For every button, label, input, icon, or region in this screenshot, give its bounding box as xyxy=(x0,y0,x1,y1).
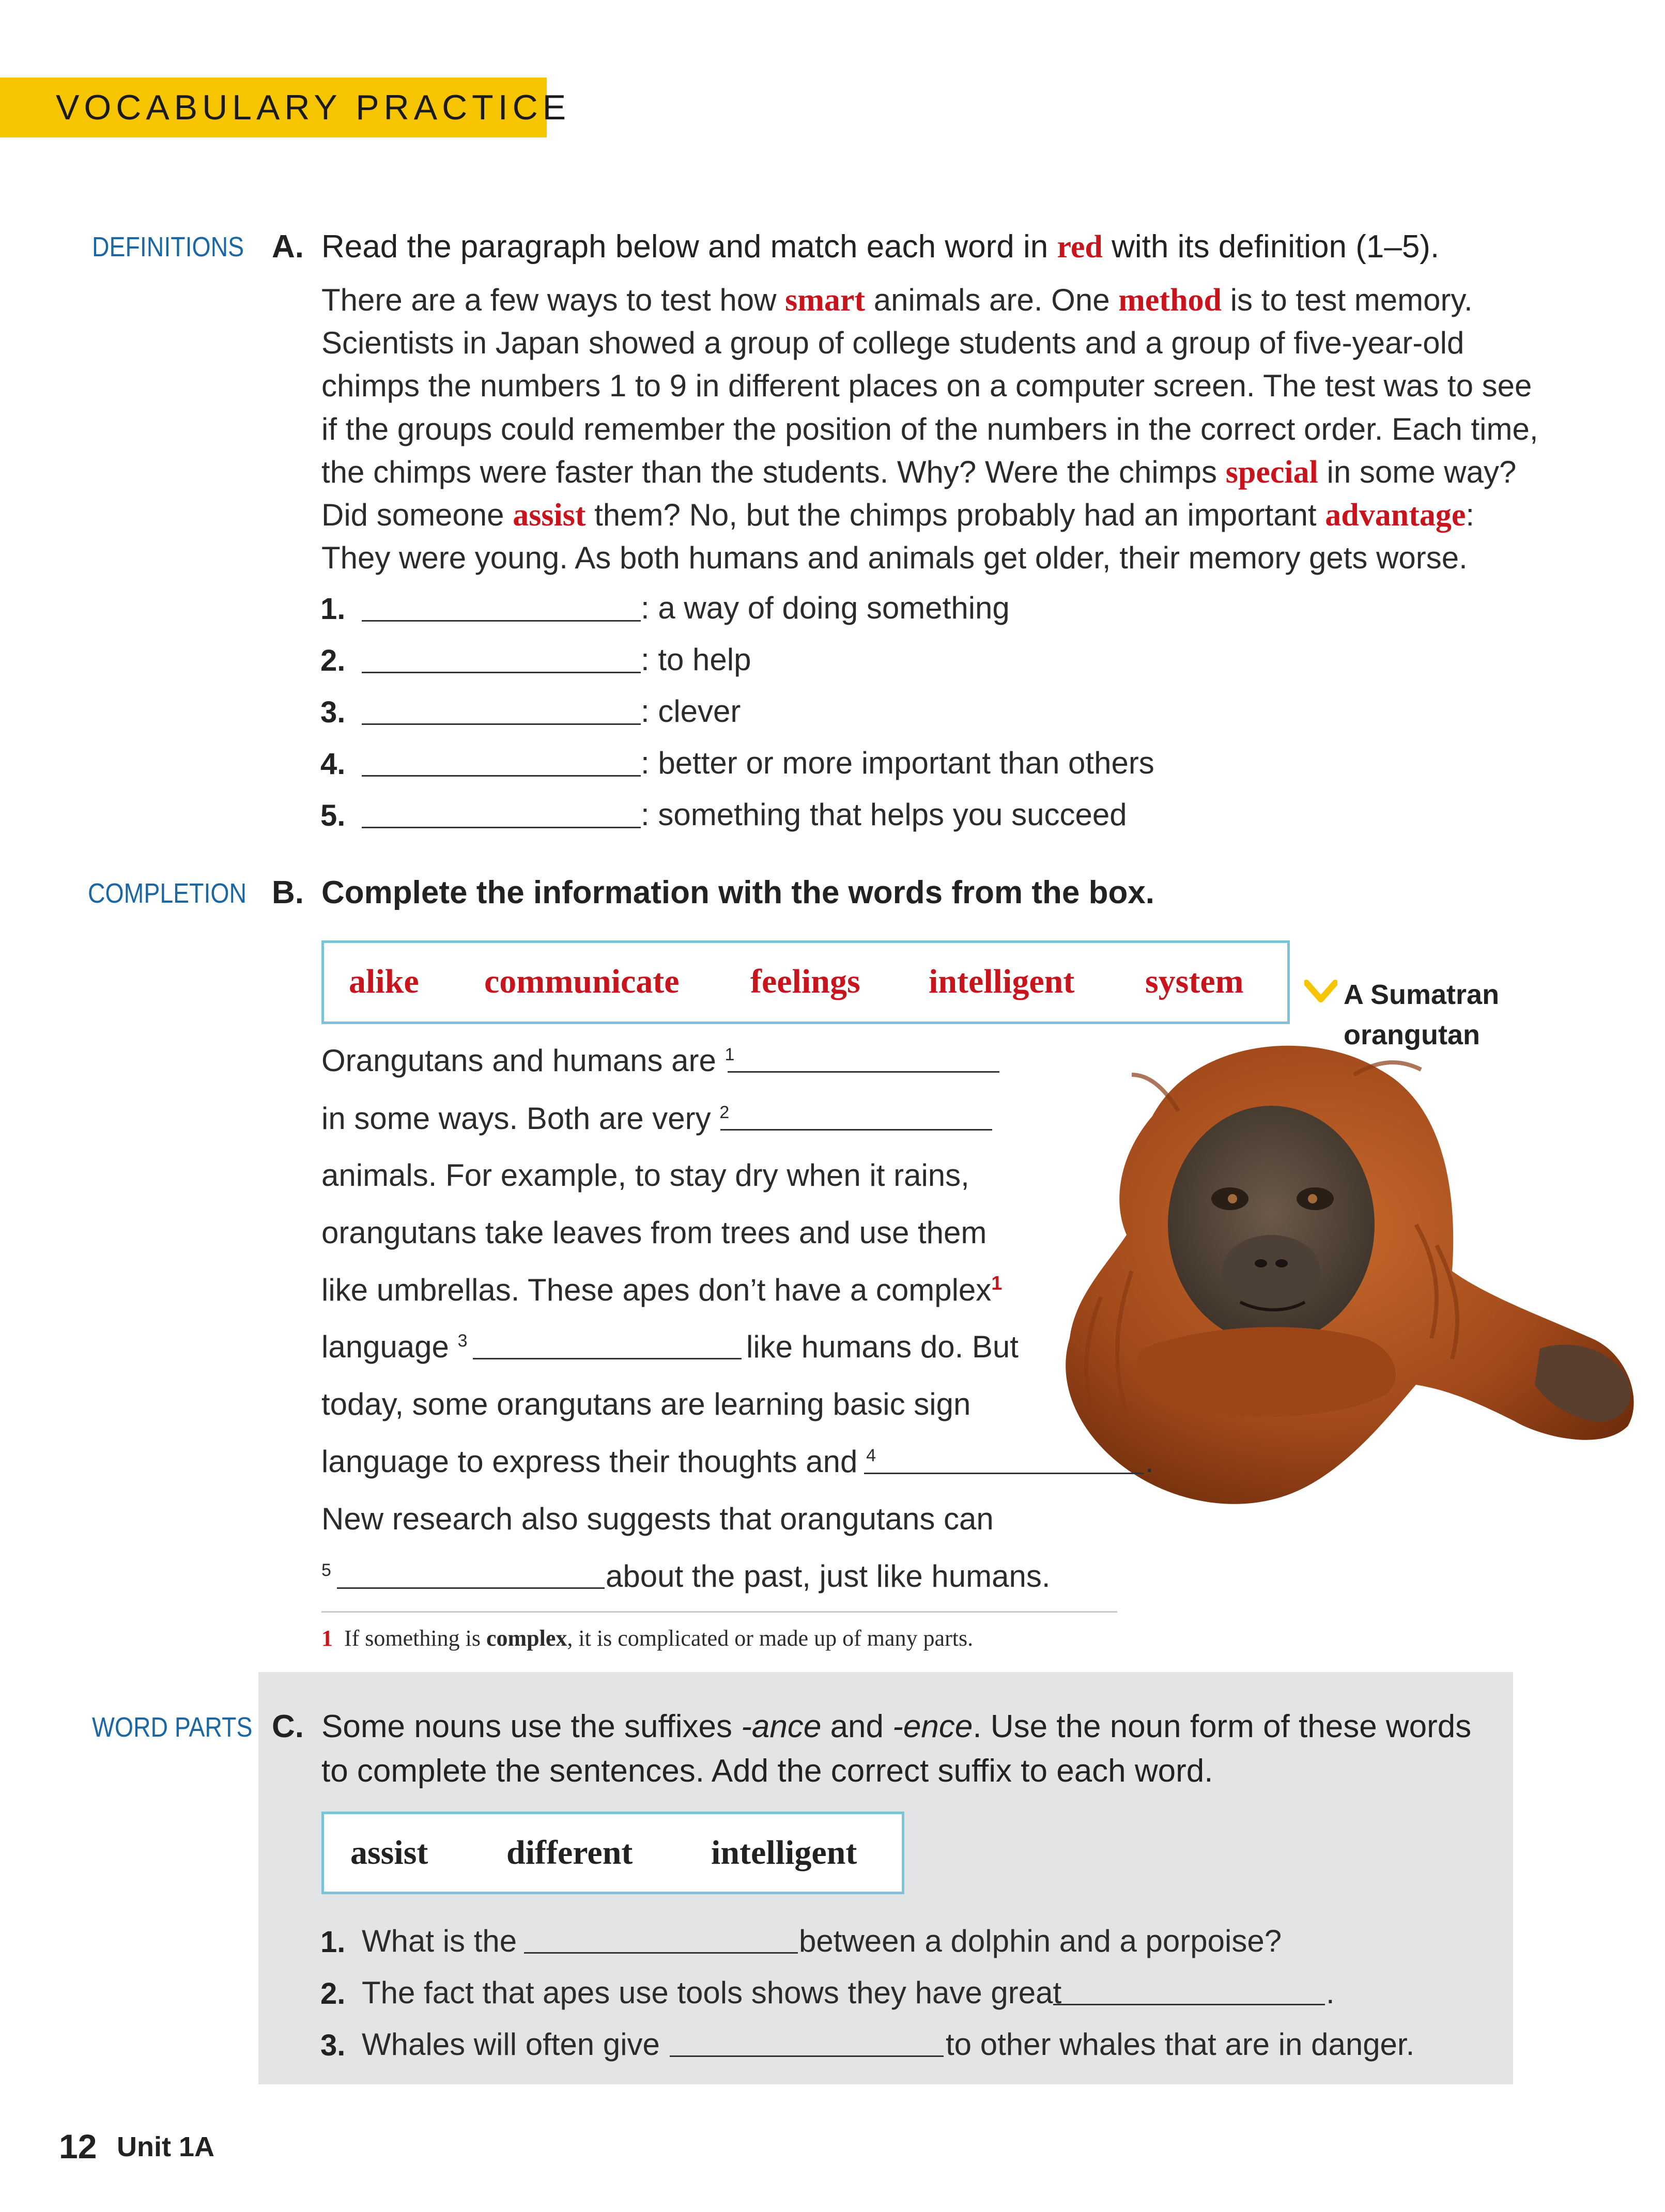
item-number: 1. xyxy=(320,1925,346,1959)
answer-blank[interactable] xyxy=(728,1071,999,1073)
completion-text: in some ways. Both are very xyxy=(321,1101,720,1136)
answer-blank[interactable] xyxy=(1053,2004,1325,2005)
definition-text: : something that helps you succeed xyxy=(641,797,1127,832)
paragraph-text: in some way? xyxy=(1318,455,1517,489)
completion-line: animals. For example, to stay dry when it rains, xyxy=(321,1158,969,1193)
blank-number: 1 xyxy=(724,1045,735,1064)
blank-number: 3 xyxy=(457,1331,468,1351)
section-a-letter: A. xyxy=(272,229,304,265)
completion-text: like umbrellas. These apes don’t have a complex xyxy=(321,1273,992,1307)
item-number: 1. xyxy=(320,592,346,626)
paragraph-text: the chimps were faster than the students. Why? Were the chimps xyxy=(321,455,1226,489)
section-b-letter: B. xyxy=(272,875,304,910)
orangutan-photo xyxy=(1023,1028,1665,1524)
instruction-text: with its definition (1–5). xyxy=(1102,229,1440,265)
sentence-text: The fact that apes use tools shows they have great xyxy=(362,1975,1062,2010)
footnote-term: complex xyxy=(486,1626,567,1651)
definition-text: : a way of doing something xyxy=(641,591,1010,625)
footnote-number: 1 xyxy=(321,1626,333,1651)
paragraph-text: Did someone xyxy=(321,498,513,532)
footnote-text: If something is xyxy=(344,1626,486,1651)
answer-blank[interactable] xyxy=(362,775,641,777)
item-number: 3. xyxy=(320,695,346,729)
completion-line xyxy=(321,1272,1002,1308)
answer-blank[interactable] xyxy=(473,1358,742,1359)
completion-line xyxy=(321,1444,876,1479)
blank-number: 5 xyxy=(321,1560,331,1580)
item-number: 5. xyxy=(320,799,346,832)
paragraph-line: chimps the numbers 1 to 9 in different places on a computer screen. The test was to see xyxy=(321,368,1532,403)
answer-blank[interactable] xyxy=(337,1587,605,1589)
footnote-text: , it is complicated or made up of many parts. xyxy=(567,1626,974,1651)
paragraph-text: There are a few ways to test how xyxy=(321,283,785,317)
item-number: 4. xyxy=(320,747,346,781)
section-b-instruction: Complete the information with the words from the box. xyxy=(321,875,1155,910)
caption-arrow-icon xyxy=(1304,979,1337,1003)
photo-caption xyxy=(1344,974,1499,1055)
sentence-text: . xyxy=(1326,1975,1335,2010)
instruction-red-word: red xyxy=(1057,229,1103,265)
completion-text: about the past, just like humans. xyxy=(606,1559,1051,1594)
paragraph-line: They were young. As both humans and animals get older, their memory gets worse. xyxy=(321,540,1468,575)
completion-text: . xyxy=(1145,1444,1154,1479)
answer-blank[interactable] xyxy=(720,1129,992,1131)
suffix-ance: -ance xyxy=(741,1709,822,1744)
instruction-text: and xyxy=(821,1709,893,1744)
instruction-text: Some nouns use the suffixes xyxy=(321,1709,742,1744)
instruction-text: Read the paragraph below and match each word in xyxy=(321,229,1057,265)
box-word: alike xyxy=(349,963,419,1000)
answer-blank[interactable] xyxy=(362,672,641,673)
paragraph-line xyxy=(321,497,1474,534)
paragraph-line: Scientists in Japan showed a group of college students and a group of five-year-old xyxy=(321,326,1464,360)
key-word-advantage: advantage xyxy=(1325,498,1466,533)
paragraph-line xyxy=(321,454,1516,491)
section-a-instruction xyxy=(321,228,1439,266)
instruction-text: . Use the noun form of these words xyxy=(973,1709,1472,1744)
footnote-divider xyxy=(321,1611,1117,1613)
item-number: 3. xyxy=(320,2029,346,2062)
completion-text: Orangutans and humans are xyxy=(321,1043,725,1078)
paragraph-text: them? No, but the chimps probably had an important xyxy=(585,498,1325,532)
section-c-letter: C. xyxy=(272,1709,304,1744)
answer-blank[interactable] xyxy=(864,1473,1144,1474)
answer-blank[interactable] xyxy=(524,1952,798,1954)
section-c-instruction xyxy=(321,1708,1471,1745)
completion-line: orangutans take leaves from trees and use them xyxy=(321,1215,987,1250)
paragraph-text: animals are. One xyxy=(865,283,1119,317)
key-word-smart: smart xyxy=(785,283,866,318)
paragraph-line xyxy=(321,282,1473,319)
unit-label: Unit 1A xyxy=(117,2131,214,2162)
completion-line xyxy=(321,1329,468,1365)
box-word: intelligent xyxy=(929,963,1075,1000)
sentence-text: What is the xyxy=(362,1924,517,1958)
key-word-special: special xyxy=(1225,455,1318,490)
suffix-ence: -ence xyxy=(892,1709,973,1744)
key-word-method: method xyxy=(1118,283,1222,318)
blank-number: 2 xyxy=(719,1103,730,1122)
completion-line xyxy=(321,1558,331,1594)
completion-line xyxy=(321,1101,729,1136)
key-word-assist: assist xyxy=(513,498,586,533)
blank-number: 4 xyxy=(866,1446,876,1465)
sentence-text: Whales will often give xyxy=(362,2027,660,2062)
page-number: 12 xyxy=(59,2127,97,2165)
caption-line: orangutan xyxy=(1344,1019,1480,1050)
sentence-text: between a dolphin and a porpoise? xyxy=(799,1924,1282,1958)
box-word: feelings xyxy=(750,963,860,1000)
word-parts-label: WORD PARTS xyxy=(92,1712,253,1743)
box-word: intelligent xyxy=(711,1834,857,1871)
definition-text: : better or more important than others xyxy=(641,746,1154,780)
answer-blank[interactable] xyxy=(362,723,641,725)
sentence-text: to other whales that are in danger. xyxy=(946,2027,1415,2062)
paragraph-line: if the groups could remember the position of the numbers in the correct order. Each time, xyxy=(321,412,1538,446)
footnote-ref: 1 xyxy=(991,1273,1003,1294)
paragraph-text: is to test memory. xyxy=(1222,283,1473,317)
item-number: 2. xyxy=(320,1977,346,2010)
definitions-label: DEFINITIONS xyxy=(92,231,244,262)
completion-text: language xyxy=(321,1329,458,1364)
completion-text: like humans do. But xyxy=(746,1329,1019,1364)
completion-text: language to express their thoughts and xyxy=(321,1444,867,1479)
caption-line: A Sumatran xyxy=(1344,979,1500,1010)
paragraph-text: : xyxy=(1466,498,1475,532)
answer-blank[interactable] xyxy=(362,827,641,828)
item-number: 2. xyxy=(320,644,346,677)
box-word: different xyxy=(506,1834,633,1871)
definition-text: : to help xyxy=(641,642,751,677)
answer-blank[interactable] xyxy=(362,620,641,622)
completion-line xyxy=(321,1043,734,1078)
completion-line: New research also suggests that orangutans can xyxy=(321,1502,994,1536)
section-c-instruction-line2 xyxy=(321,1753,1213,1789)
box-word: system xyxy=(1145,963,1244,1000)
section-banner: VOCABULARY PRACTICE xyxy=(0,78,547,137)
completion-label: COMPLETION xyxy=(88,878,247,909)
instruction-text: to complete the sentences. Add the correct suffix to each word. xyxy=(321,1753,1213,1789)
definition-text: : clever xyxy=(641,694,741,729)
box-word: communicate xyxy=(484,963,680,1000)
completion-line: today, some orangutans are learning basic sign xyxy=(321,1387,971,1421)
box-word: assist xyxy=(350,1834,428,1871)
answer-blank[interactable] xyxy=(670,2055,944,2057)
footnote xyxy=(321,1625,973,1651)
